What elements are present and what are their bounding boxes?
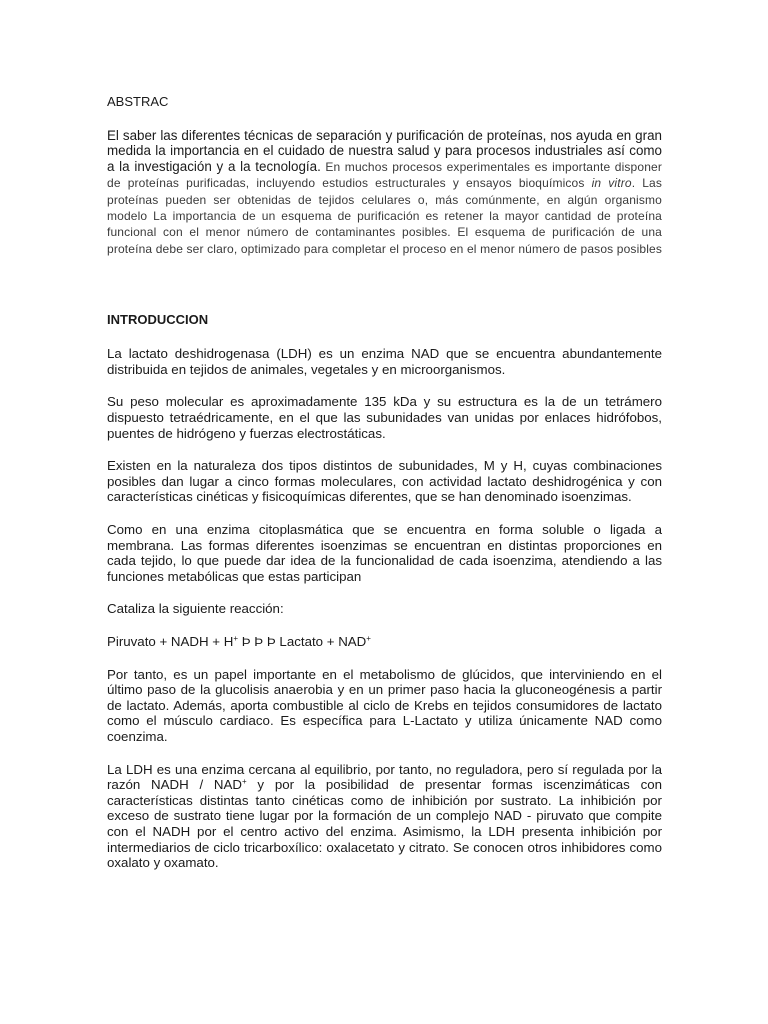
paragraph-metabolism: Por tanto, es un papel importante en el metabolismo de glúcidos, que interviniendo en el último paso de la glucolisis anaerobia y en un primer paso hacia la gluconeogénesis a partir de lactato. Además, aporta combustible al ciclo de Krebs en tejidos consumidores de lactato como el músculo cardiaco. Es específica para L-Lactato y utiliza únicamente NAD como coenzima. (107, 666, 662, 744)
reaction-superscript-2: + (366, 633, 371, 643)
paragraph-regulation (107, 762, 662, 871)
reaction-superscript-1: + (233, 633, 239, 643)
reaction-part-b: Þ Þ Þ Lactato + NAD (238, 633, 367, 649)
abstract-italic: in vitro (591, 176, 632, 191)
reaction-part-a: Piruvato + NADH + H (107, 633, 234, 649)
document-page (107, 94, 662, 888)
abstract-text-1: El saber las diferentes técnicas de separación y purificación de proteínas, nos ayuda en gran medida la importancia en el cuidado de nuestra salud y para procesos industriales así como a la investigación y a la tecnología. (107, 128, 662, 174)
abstract-text-3: . Las proteínas pueden ser obtenidas de tejidos celulares o, más comúnmente, en algún organismo modelo La importancia de un esquema de purificación es retener la mayor cantidad de proteína funcional con el menor número de contaminantes posibles. El esquema de purificación de una proteína debe ser claro, optimizado para completar el proceso en el menor número de pasos posibles (107, 176, 663, 256)
reaction-equation (107, 634, 662, 650)
abstract-text-2 (107, 160, 662, 256)
regulation-part-b: y por la posibilidad de presentar formas iscenzimáticas con características distintas tanto cinéticas como de inhibición por sustrato. La inhibición por exceso de sustrato tiene lugar por la formación de un complejo NAD - piruvato que compite con el NADH por el centro activo del enzima. Asimismo, la LDH presenta inhibición por intermediarios de ciclo tricarboxílico: oxalacetato y citrato. Se conocen otros inhibidores como oxalato y oxamato. (107, 777, 663, 871)
paragraph-reaction-intro: Cataliza la siguiente reacción: (107, 601, 284, 617)
regulation-part-a: La LDH es una enzima cercana al equilibrio, por tanto, no reguladora, pero sí regulada por la razón NADH / NAD (107, 761, 662, 793)
abstract-text-2a: En muchos procesos experimentales es importante disponer de proteínas purificadas, incluyendo estudios estructurales y ensayos bioquímicos (107, 159, 662, 191)
paragraph-isoenzymes: Como en una enzima citoplasmática que se encuentra en forma soluble o ligada a membrana. Las formas diferentes isoenzimas se encuentran en distintas proporciones en cada tejido, lo que puede dar idea de la funcionalidad de cada isoenzima, atendiendo a las funciones metabólicas que estas participan (107, 522, 662, 584)
abstract-heading: ABSTRAC (107, 94, 169, 109)
introduction-heading: INTRODUCCION (107, 312, 209, 328)
regulation-superscript: + (241, 777, 247, 787)
abstract-paragraph (107, 128, 662, 257)
paragraph-molecular-weight: Su peso molecular es aproximadamente 135 kDa y su estructura es la de un tetrámero dispuesto tetraédricamente, en el que las subunidades van unidas por enlaces hidrófobos, puentes de hidrógeno y fuerzas electrostáticas. (107, 394, 662, 441)
paragraph-ldh-intro: La lactato deshidrogenasa (LDH) es un enzima NAD que se encuentra abundantemente distribuida en tejidos de animales, vegetales y en microorganismos. (107, 346, 662, 377)
paragraph-subunits: Existen en la naturaleza dos tipos distintos de subunidades, M y H, cuyas combinaciones posibles dan lugar a cinco formas moleculares, con actividad lactato deshidrogénica y con características cinéticas y fisicoquímicas diferentes, que se han denominado isoenzimas. (107, 458, 662, 505)
